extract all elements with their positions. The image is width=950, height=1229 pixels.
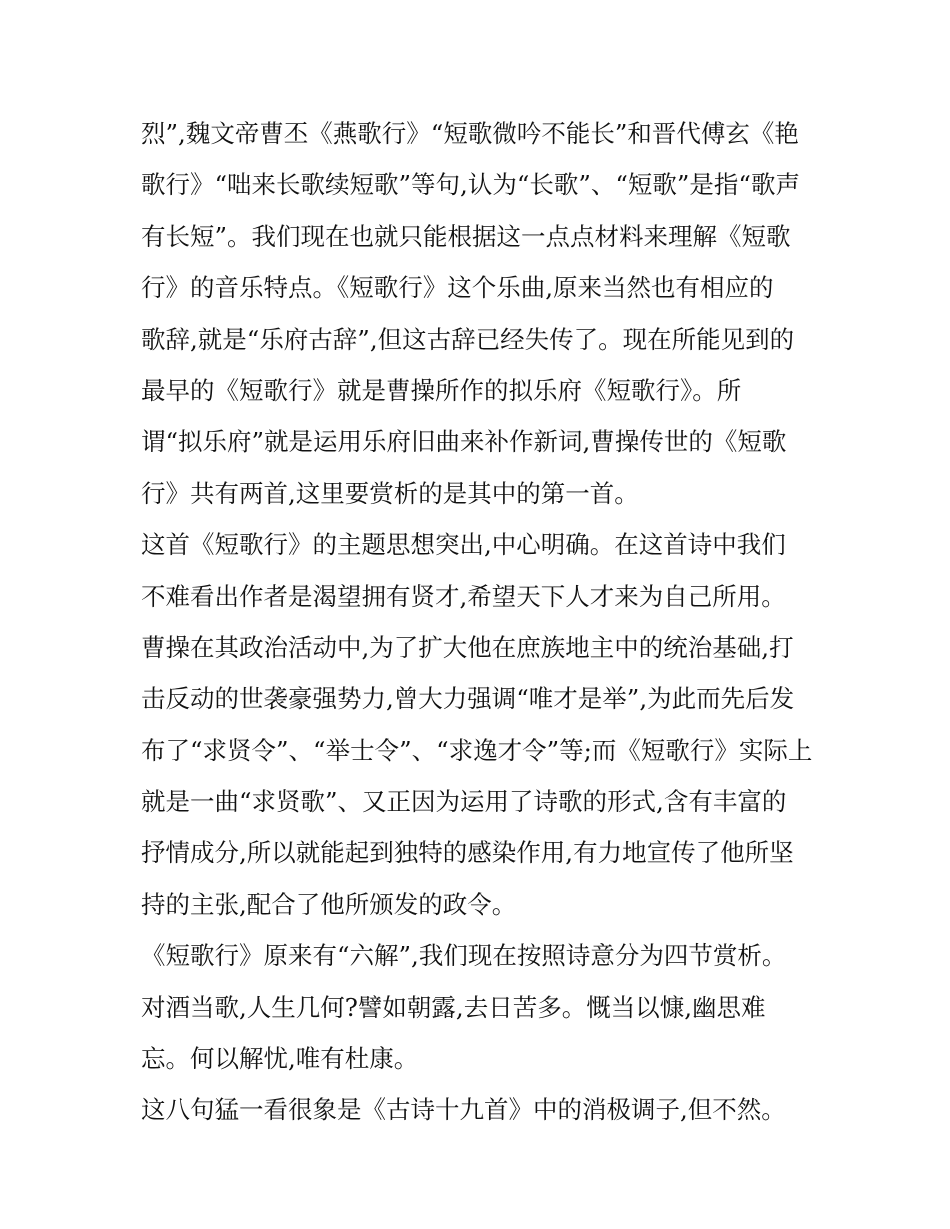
text-line: 有长短”。我们现在也就只能根据这一点点材料来理解《短歌 <box>141 221 791 251</box>
text-line: 持的主张,配合了他所颁发的政令。 <box>141 889 517 919</box>
text-line: 对酒当歌,人生几何?譬如朝露,去日苦多。慨当以慷,幽思难 <box>141 992 766 1022</box>
text-line: 歌行》“咄来长歌续短歌”等句,认为“长歌”、“短歌”是指“歌声 <box>141 170 800 200</box>
text-line: 布了“求贤令”、“举士令”、“求逸才令”等;而《短歌行》实际上 <box>141 735 813 765</box>
text-line: 谓“拟乐府”就是运用乐府旧曲来补作新词,曹操传世的《短歌 <box>141 427 787 457</box>
text-line: 行》的音乐特点。《短歌行》这个乐曲,原来当然也有相应的 <box>141 273 774 303</box>
text-line: 歌辞,就是“乐府古辞”,但这古辞已经失传了。现在所能见到的 <box>141 324 795 354</box>
body-text <box>141 108 821 1136</box>
text-line: 这首《短歌行》的主题思想突出,中心明确。在这首诗中我们 <box>141 530 786 560</box>
text-line: 《短歌行》原来有“六解”,我们现在按照诗意分为四节赏析。 <box>141 941 787 971</box>
text-line: 行》共有两首,这里要赏析的是其中的第一首。 <box>141 478 639 508</box>
text-line: 击反动的世袭豪强势力,曾大力强调“唯才是举”,为此而先后发 <box>141 684 795 714</box>
text-line: 曹操在其政治活动中,为了扩大他在庶族地主中的统治基础,打 <box>141 632 794 662</box>
text-line: 忘。何以解忧,唯有杜康。 <box>141 1044 419 1074</box>
text-line: 不难看出作者是渴望拥有贤才,希望天下人才来为自己所用。 <box>141 581 786 611</box>
text-line: 就是一曲“求贤歌”、又正因为运用了诗歌的形式,含有丰富的 <box>141 787 787 817</box>
text-line: 烈”,魏文帝曹丕《燕歌行》“短歌微吟不能长”和晋代傅玄《艳 <box>141 119 799 148</box>
text-line: 这八句猛一看很象是《古诗十九首》中的消极调子,但不然。 <box>141 1095 786 1125</box>
text-line: 抒情成分,所以就能起到独特的感染作用,有力地宣传了他所坚 <box>141 838 794 868</box>
text-line: 最早的《短歌行》就是曹操所作的拟乐府《短歌行》。所 <box>141 375 742 405</box>
